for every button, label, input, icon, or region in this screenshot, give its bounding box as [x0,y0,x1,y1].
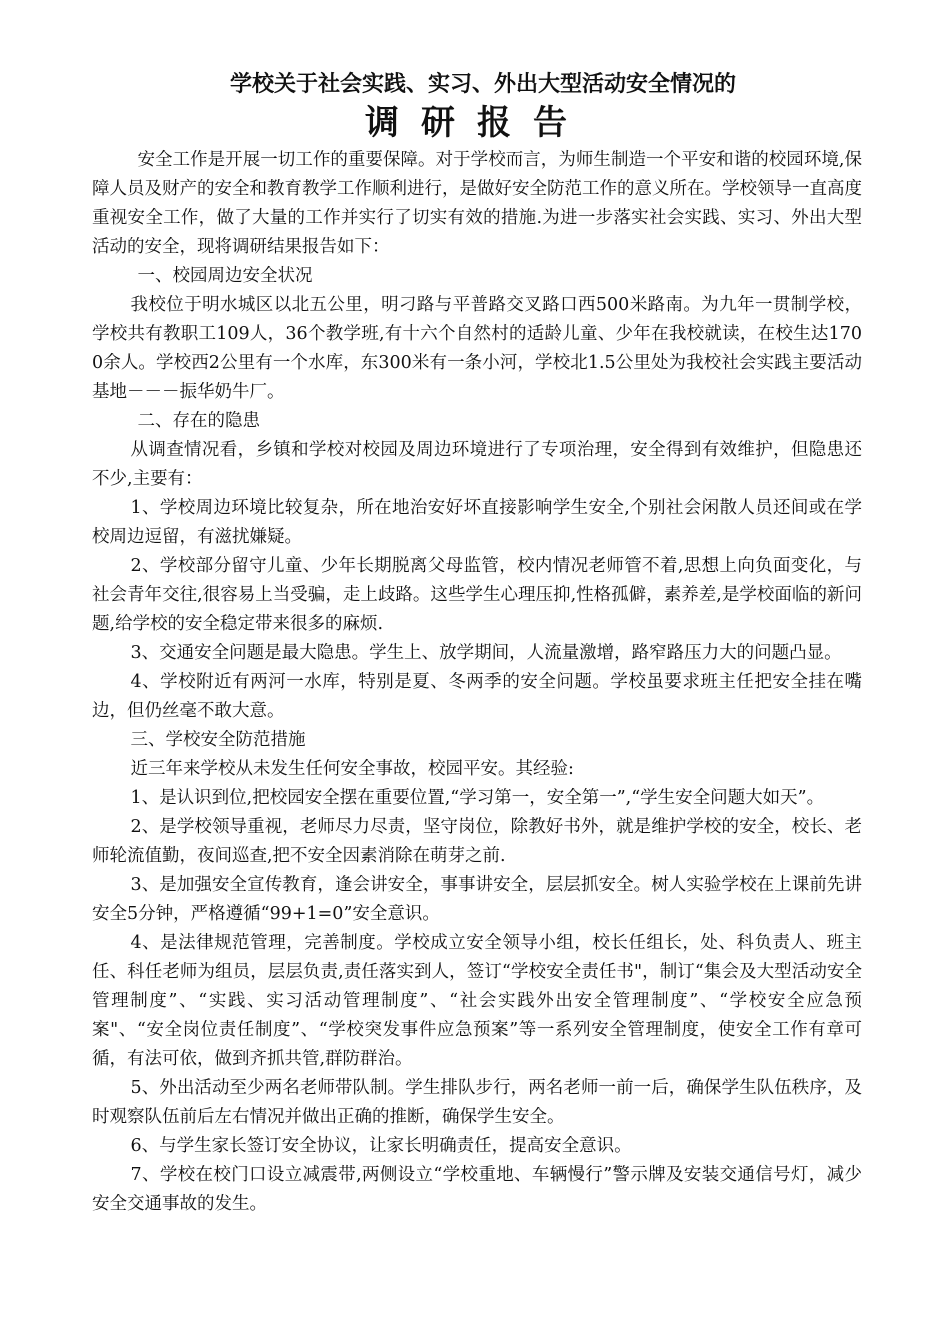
list-item: 5、外出活动至少两名老师带队制。学生排队步行，两名老师一前一后，确保学生队伍秩序，及时观察队伍前后左右情况并做出正确的推断，确保学生安全。 [92,1078,862,1127]
section-heading-1: 一、校园周边安全状况 [137,266,313,286]
paragraph: 我校位于明水城区以北五公里，明刁路与平普路交叉路口西500米路南。为九年一贯制学校，学校共有教职工109人，36个教学班,有十六个自然村的适龄儿童、少年在我校就读，在校生达1700余人。学校西2公里有一个水库，东300米有一条小河，学校北1.5公里处为我校社会实践主要活动基地－－－振华奶牛厂。 [92,295,862,402]
section-heading-2: 二、存在的隐患 [137,411,260,431]
list-item: 2、学校部分留守儿童、少年长期脱离父母监管，校内情况老师管不着,思想上向负面变化，与社会青年交往,很容易上当受骗，走上歧路。这些学生心理压抑,性格孤僻，素养差,是学校面临的新问题,给学校的安全稳定带来很多的麻烦. [92,556,862,634]
document-body [92,146,862,1219]
document-title-line1: 学校关于社会实践、实习、外出大型活动安全情况的 [229,72,736,97]
intro-paragraph: 安全工作是开展一切工作的重要保障。对于学校而言，为师生制造一个平安和谐的校园环境,保障人员及财产的安全和教育教学工作顺利进行，是做好安全防范工作的意义所在。学校领导一直高度重视安全工作，做了大量的工作并实行了切实有效的措施.为进一步落实社会实践、实习、外出大型活动的安全，现将调研结果报告如下： [92,150,862,257]
list-item: 6、与学生家长签订安全协议，让家长明确责任，提高安全意识。 [130,1136,632,1156]
list-item: 7、学校在校门口设立减震带,两侧设立“学校重地、车辆慢行”警示牌及安装交通信号灯，减少安全交通事故的发生。 [92,1165,862,1214]
list-item: 1、是认识到位,把校园安全摆在重要位置,“学习第一，安全第一”,“学生安全问题大如天”。 [130,788,825,808]
list-item: 2、是学校领导重视，老师尽力尽责，坚守岗位，除教好书外，就是维护学校的安全，校长、老师轮流值勤，夜间巡查,把不安全因素消除在萌芽之前. [92,817,862,866]
paragraph: 从调查情况看，乡镇和学校对校园及周边环境进行了专项治理，安全得到有效维护，但隐患还不少,主要有： [92,440,862,489]
list-item: 1、学校周边环境比较复杂，所在地治安好坏直接影响学生安全,个别社会闲散人员还间或在学校周边逗留，有滋扰嫌疑。 [92,498,862,547]
list-item: 4、学校附近有两河一水库，特别是夏、冬两季的安全问题。学校虽要求班主任把安全挂在嘴边，但仍丝毫不敢大意。 [92,672,862,721]
paragraph: 近三年来学校从未发生任何安全事故，校园平安。其经验: [130,759,574,779]
list-item: 3、是加强安全宣传教育，逢会讲安全，事事讲安全，层层抓安全。树人实验学校在上课前先讲安全5分钟，严格遵循“99+1=0”安全意识。 [92,875,862,924]
document-title-line2: 调研报告 [365,103,589,143]
list-item: 4、是法律规范管理，完善制度。学校成立安全领导小组，校长任组长，处、科负责人、班主任、科任老师为组员，层层负责,责任落实到人，签订“学校安全责任书"，制订“集会及大型活动安全管理制度”、“实践、实习活动管理制度”、“社会实践外出安全管理制度”、“学校安全应急预案"、“安全岗位责任制度”、“学校突发事件应急预案”等一系列安全管理制度，使安全工作有章可循，有法可依，做到齐抓共管,群防群治。 [92,933,862,1069]
section-heading-3: 三、学校安全防范措施 [130,730,306,750]
list-item: 3、交通安全问题是最大隐患。学生上、放学期间，人流量激增，路窄路压力大的问题凸显。 [130,643,842,663]
